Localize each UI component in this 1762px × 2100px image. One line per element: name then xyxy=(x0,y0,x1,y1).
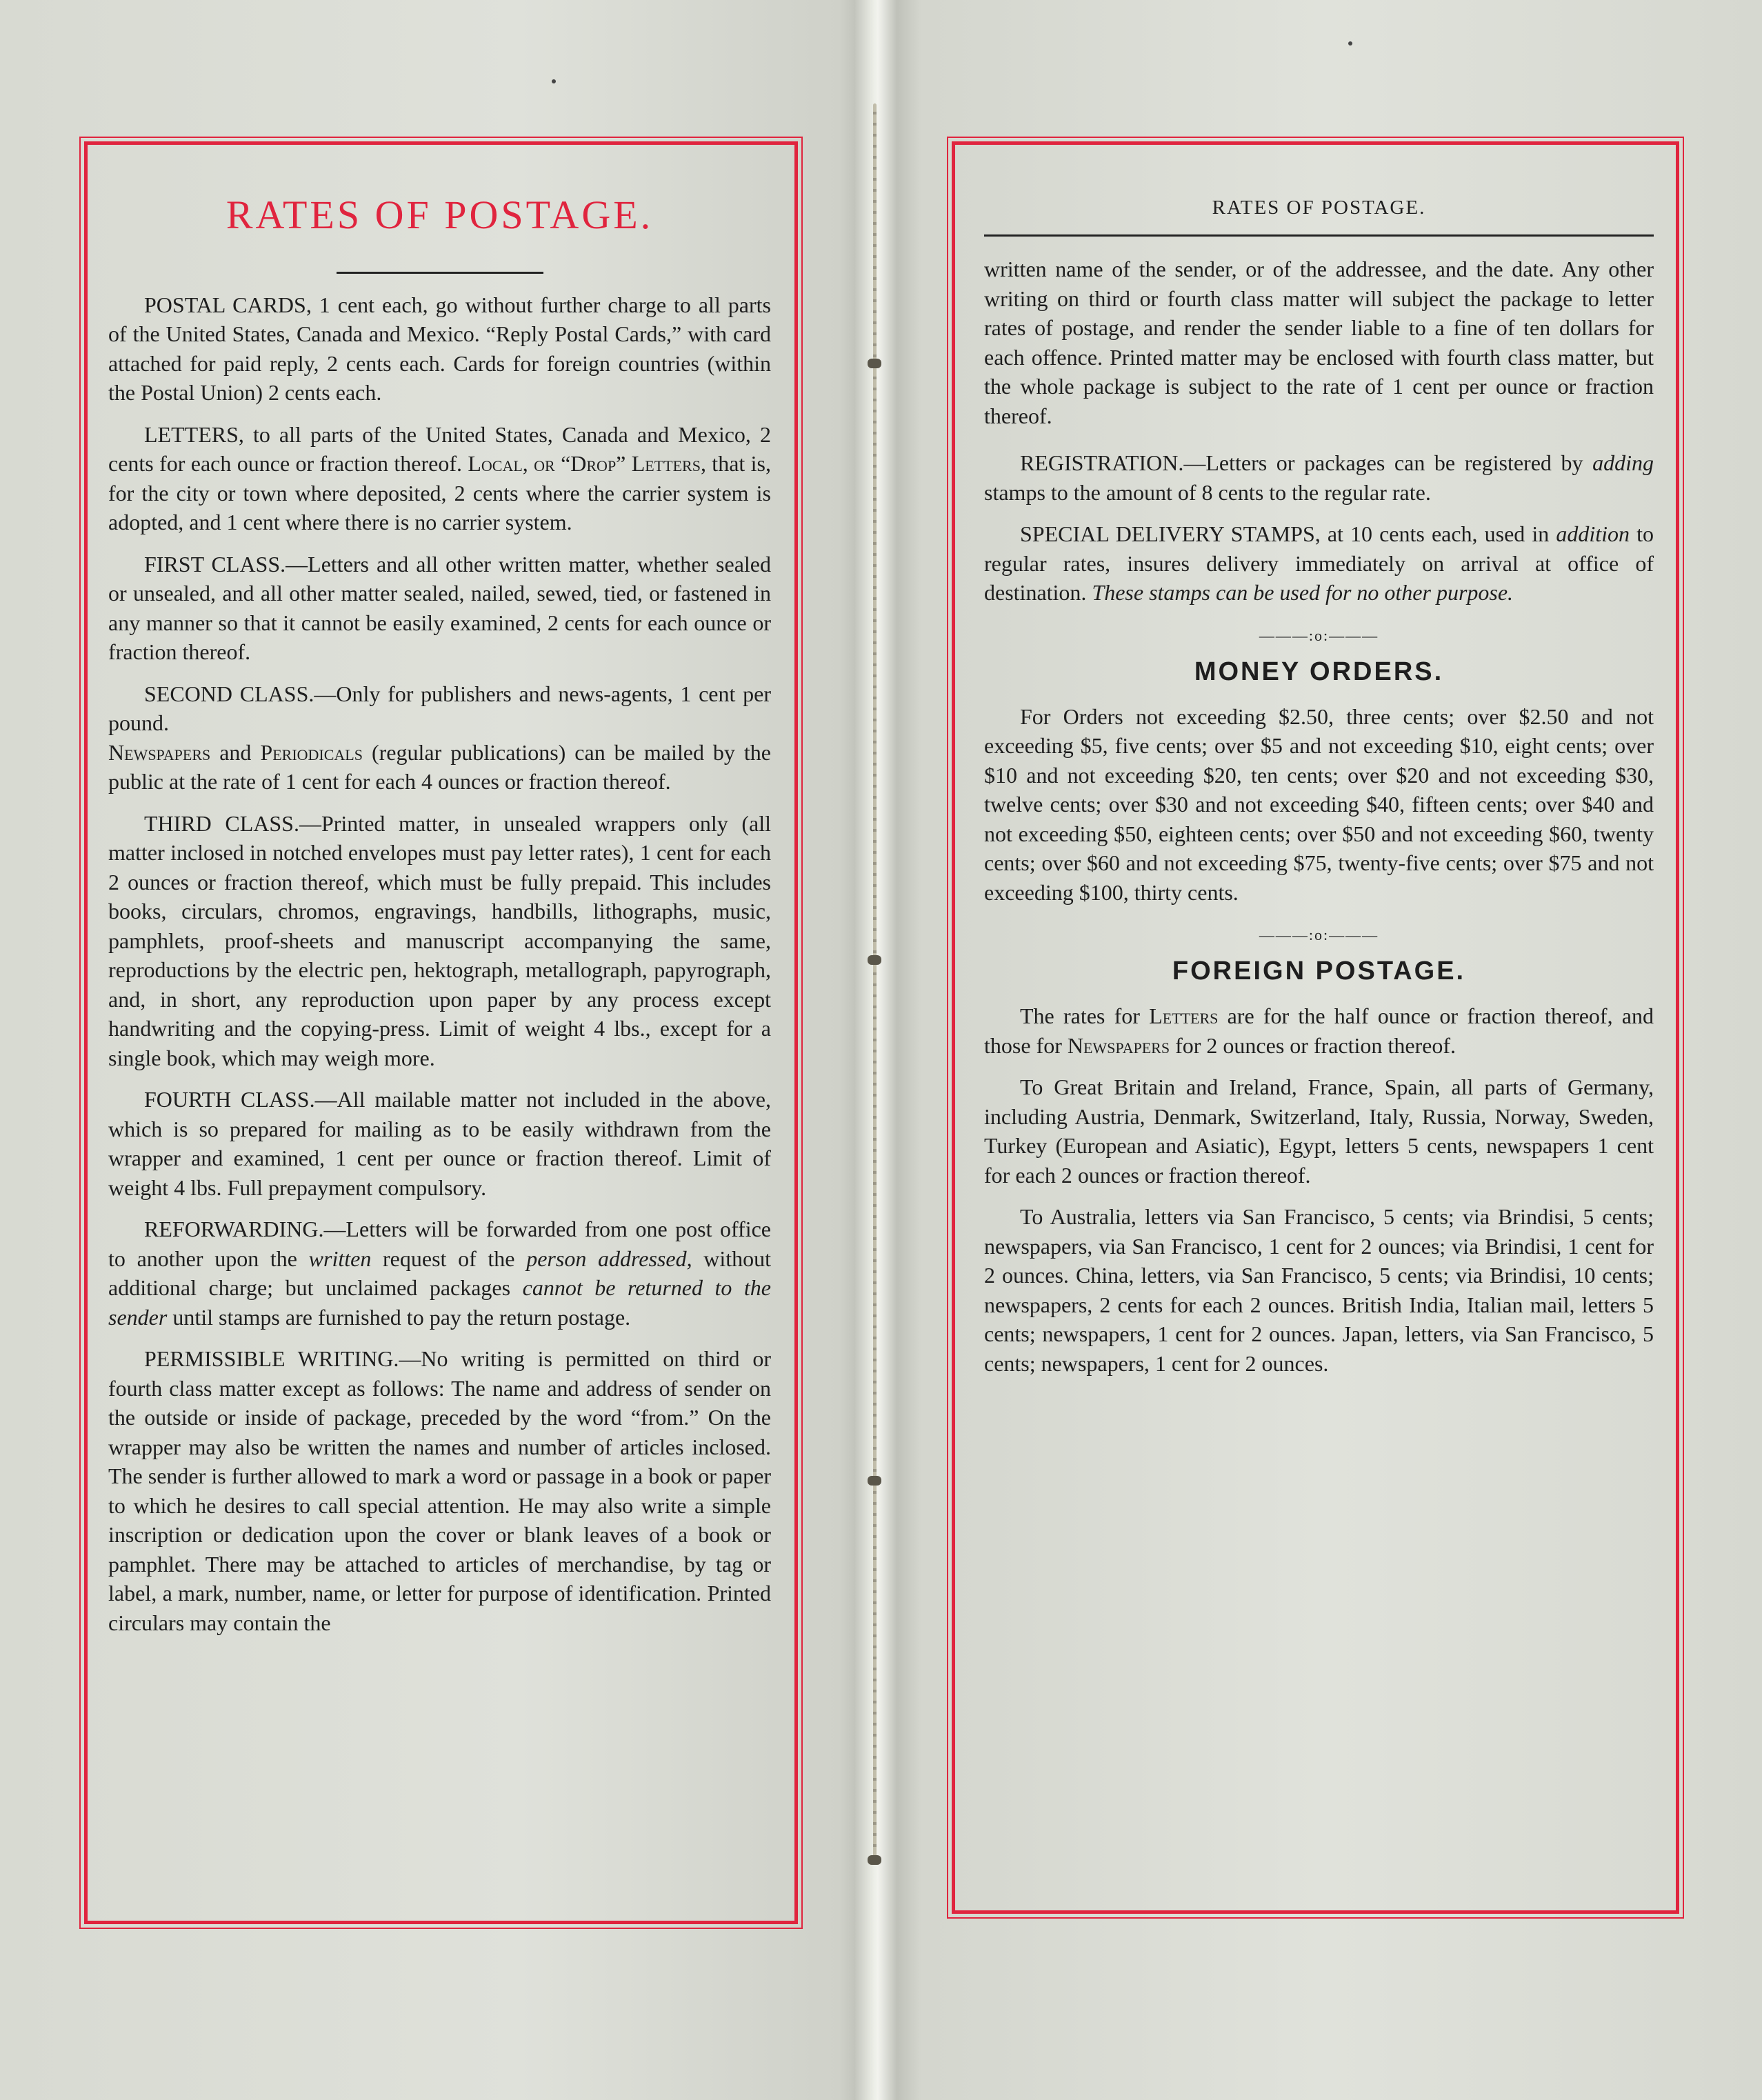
paragraph-text: without additional charge; but unclaimed packages xyxy=(108,1246,772,1301)
newspapers-periodicals-paragraph xyxy=(108,738,771,797)
paragraph-text: The rates for xyxy=(1020,1003,1150,1028)
section-separator: ———:o:——— xyxy=(1259,926,1379,943)
section-separator: ———:o:——— xyxy=(1259,626,1379,644)
lead-term: LETTERS, xyxy=(144,421,244,447)
left-panel xyxy=(84,141,798,1924)
small-caps-term: Periodicals xyxy=(260,739,363,765)
title-rule xyxy=(337,272,543,274)
lead-term: SPECIAL DELIVERY STAMPS, xyxy=(1020,521,1321,546)
paragraph-text: at 10 cents each, used in xyxy=(1320,521,1556,546)
paragraph-text: to regular rates, insures delivery immediately on arrival at office of destination. xyxy=(984,521,1654,605)
paragraph-text: stamps to the amount of 8 cents to the regular rate. xyxy=(984,479,1431,505)
thread-stitch xyxy=(868,955,881,965)
permissible-writing-paragraph xyxy=(108,1344,771,1637)
europe-paragraph: To Great Britain and Ireland, France, Spain, all parts of Germany, including Austria, Denmark, Switzerland, Italy, Russia, Norway, Sweden, Turkey (European and Asiatic), Egypt, letters 5 cents, newspapers 1 cent for each 2 ounces or fraction thereof. xyxy=(984,1074,1654,1188)
money-orders-paragraph: For Orders not exceeding $2.50, three cents; over $2.50 and not exceeding $5, five cents; over $5 and not exceeding $10, eight cents; over $10 and not exceeding $20, ten cents; over $20 and not exceeding $30, twelve cents; over $30 and not exceeding $40, fifteen cents; over $40 and not exceeding $50, eighteen cents; over $50 and not exceeding $60, twenty cents; over $60 and not exceeding $75, twenty-five cents; over $75 and not exceeding $100, thirty cents. xyxy=(984,703,1654,905)
paragraph-text: are for the half ounce or fraction thereof, and those for xyxy=(984,1003,1654,1058)
running-head: RATES OF POSTAGE. xyxy=(1212,197,1426,219)
paragraph-text: for 2 ounces or fraction thereof. xyxy=(1170,1032,1456,1058)
paper-speck xyxy=(552,79,556,83)
right-panel xyxy=(952,141,1679,1914)
lead-term: REGISTRATION. xyxy=(1020,450,1184,475)
small-caps-term: Local, or “Drop” Letters, xyxy=(468,451,706,477)
paragraph-text: until stamps are furnished to pay the return postage. xyxy=(167,1304,631,1330)
small-caps-term: Newspapers xyxy=(108,739,211,765)
paragraph-text: —Letters and all other written matter, whether sealed or unsealed, and all other matter sealed, nailed, sewed, tied, or fastened in any manner so that it cannot be easily examined, 2 cents for each ounce or fraction thereof. xyxy=(108,551,772,665)
paragraph-text: to all parts of the United States, Canada and Mexico, 2 cents for each ounce or fraction thereof. xyxy=(108,421,771,477)
small-caps-term: Newspapers xyxy=(1067,1032,1170,1058)
italic-text: written xyxy=(308,1246,372,1271)
lead-term: PERMISSIBLE WRITING. xyxy=(144,1346,399,1372)
paragraph-text: —Letters or packages can be registered by xyxy=(1183,450,1593,475)
paragraph-text: 1 cent each, go without further charge to all parts of the United States, Canada and Mexico. “Reply Postal Cards,” with card attached for paid reply, 2 cents each. Cards for foreign countries (within the Postal Union) 2 cents each. xyxy=(108,292,772,406)
second-class-paragraph xyxy=(108,679,771,738)
italic-text: adding xyxy=(1592,450,1654,475)
reforwarding-paragraph xyxy=(108,1214,771,1332)
letters-paragraph xyxy=(108,420,771,537)
lead-term: SECOND CLASS. xyxy=(144,681,314,706)
postal-cards-paragraph xyxy=(108,290,771,408)
money-orders-heading: MONEY ORDERS. xyxy=(1194,657,1444,686)
head-rule xyxy=(984,234,1654,237)
italic-text: person addressed, xyxy=(526,1246,692,1271)
paragraph-text: and xyxy=(210,739,261,765)
australia-asia-paragraph: To Australia, letters via San Francisco, 5 cents; via Brindisi, 5 cents; newspapers, via San Francisco, 1 cent for 2 ounces; via Brindisi, 1 cent for 2 ounces. China, letters, via San Francisco, 5 cents; via Brindisi, 10 cents; newspapers, 2 cents for each 2 ounces. British India, Italian mail, letters 5 cents; newspapers, 1 cent for 2 ounces. Japan, letters, via San Francisco, 5 cents; newspapers, 1 cent for 2 ounces. xyxy=(984,1204,1654,1376)
paragraph-text: —Only for publishers and news-agents, 1 cent per pound. xyxy=(108,681,771,736)
foreign-rates-paragraph xyxy=(984,1001,1654,1060)
continuation-paragraph: written name of the sender, or of the addressee, and the date. Any other writing on third or fourth class matter will subject the package to letter rates of postage, and render the sender liable to a fine of ten dollars for each offence. Printed matter may be enclosed with fourth class matter, but the whole package is subject to the rate of 1 cent per ounce or fraction thereof. xyxy=(984,257,1654,428)
italic-text: addition xyxy=(1556,521,1630,546)
paragraph-text: —All mailable matter not included in the above, which is so prepared for mailing as to be easily withdrawn from the wrapper and examined, 1 cent per ounce or fraction thereof. Limit of weight 4 lbs. Full prepayment compulsory. xyxy=(108,1087,772,1200)
paper-speck xyxy=(1348,41,1352,46)
paragraph-text: —Printed matter, in unsealed wrappers only (all matter inclosed in notched envelopes must pay letter rates), 1 cent for each 2 ounces or fraction thereof, which must be fully prepaid. This includes books, circulars, chromos, engravings, handbills, lithographs, music, pamphlets, proof-sheets and manuscript accompanying the same, reproductions by the electric pen, hektograph, metallograph, papyrograph, and, in short, any reproduction upon paper by any process except handwriting and the copying-press. Limit of weight 4 lbs., except for a single book, which may weigh more. xyxy=(108,810,772,1070)
thread-stitch xyxy=(868,359,881,368)
thread-stitch xyxy=(868,1855,881,1865)
third-class-paragraph xyxy=(108,809,771,1073)
special-delivery-paragraph xyxy=(984,519,1654,608)
italic-text: cannot be returned to the sender xyxy=(108,1275,772,1330)
paragraph-text: that is, for the city or town where deposited, 2 cents where the carrier system is adopted, and 1 cent where there is no carrier system. xyxy=(108,451,771,535)
thread-stitch xyxy=(868,1476,881,1486)
paragraph-text: —No writing is permitted on third or fourth class matter except as follows: The name and address of sender on the outside or inside of package, preceded by the word “from.” On the wrapper may also be written the names and number of articles inclosed. The sender is further allowed to mark a word or passage in a book or paper to which he desires to call special attention. He may also write a simple inscription or dedication upon the cover or blank leaves of a book or pamphlet. There may be attached to articles of merchandise, by tag or label, a mark, number, name, or letter for purpose of identification. Printed circulars may contain the xyxy=(108,1346,772,1635)
lead-term: FIRST CLASS. xyxy=(144,551,286,577)
lead-term: POSTAL CARDS, xyxy=(144,292,312,317)
first-class-paragraph xyxy=(108,550,771,667)
page-title: RATES OF POSTAGE. xyxy=(226,192,654,237)
paragraph-text: —Letters will be forwarded from one post office to another upon the xyxy=(108,1217,771,1271)
italic-text: These stamps can be used for no other purpose. xyxy=(1092,580,1514,605)
fourth-class-paragraph xyxy=(108,1085,771,1202)
paragraph-text: request of the xyxy=(371,1246,527,1271)
foreign-postage-heading: FOREIGN POSTAGE. xyxy=(1172,957,1466,986)
lead-term: THIRD CLASS. xyxy=(144,810,299,836)
registration-paragraph xyxy=(984,448,1654,507)
paragraph-text: (regular publications) can be mailed by the public at the rate of 1 cent for each 4 ounces or fraction thereof. xyxy=(108,739,771,794)
lead-term: REFORWARDING. xyxy=(144,1217,324,1242)
lead-term: FOURTH CLASS. xyxy=(144,1087,315,1112)
small-caps-term: Letters xyxy=(1149,1003,1219,1028)
